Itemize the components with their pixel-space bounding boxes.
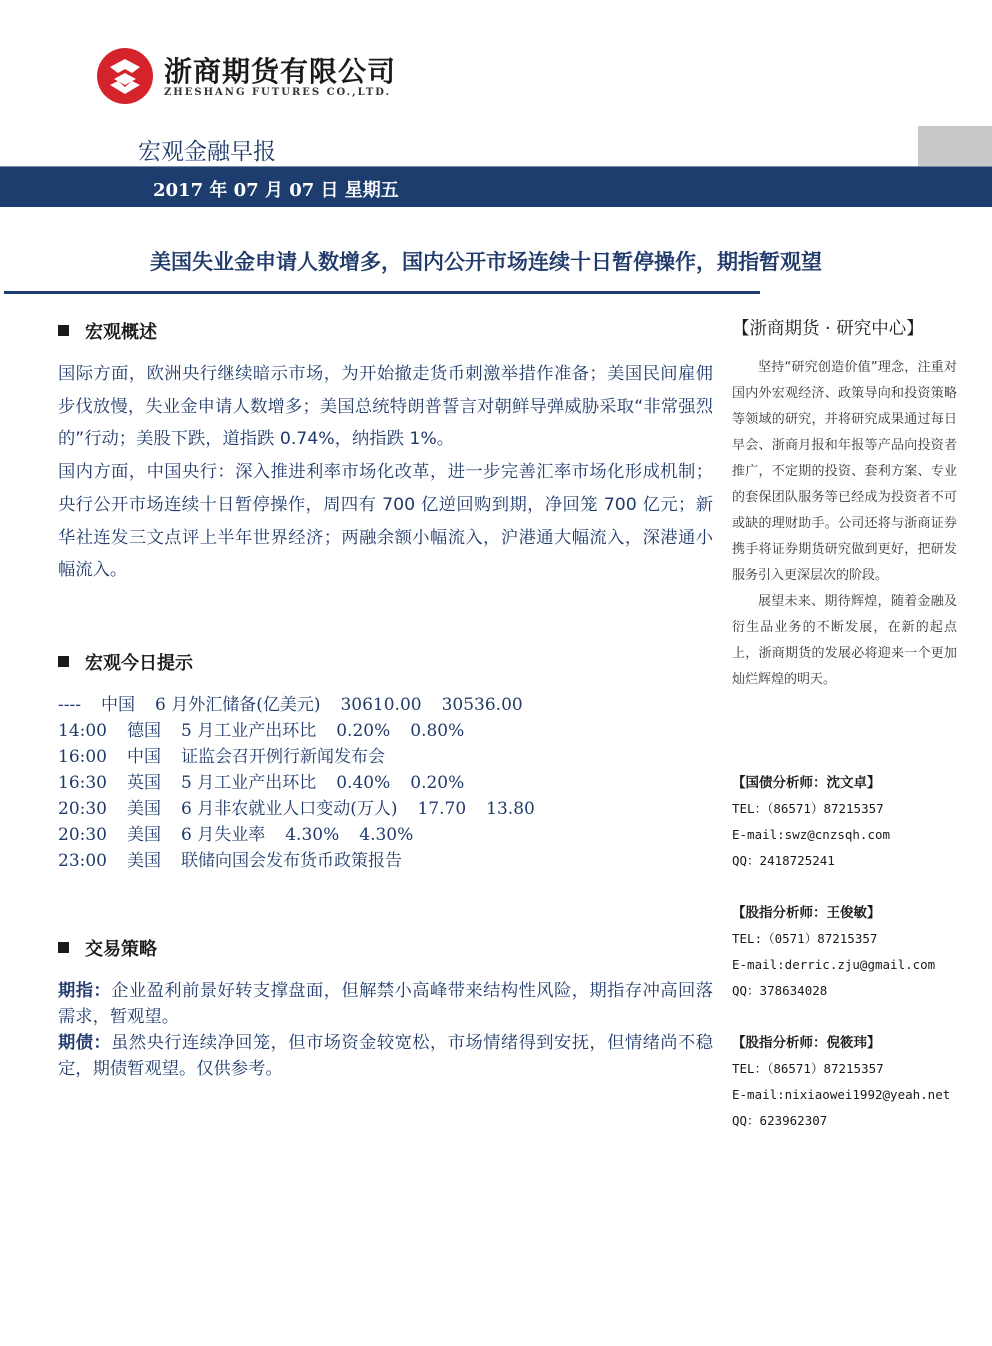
calendar-forecast: 0.20% xyxy=(410,773,465,793)
strategy-bond-label: 期债： xyxy=(58,1033,112,1053)
calendar-row xyxy=(58,796,555,822)
macro-calendar xyxy=(58,692,555,874)
calendar-prev: 4.30% xyxy=(285,825,340,845)
square-bullet-icon xyxy=(58,656,69,667)
analyst-email[interactable]: E-mail:nixiaowei1992@yeah.net xyxy=(732,1087,951,1102)
calendar-time: 20:30 xyxy=(58,825,107,845)
analyst-tel: TEL：（86571）87215357 xyxy=(732,801,884,816)
calendar-row xyxy=(58,770,555,796)
analyst-email[interactable]: E-mail:derric.zju@gmail.com xyxy=(732,957,936,972)
strategy-index: 期指：企业盈利前景好转支撑盘面，但解禁小高峰带来结构性风险，期指存冲高回落需求，暂观望。 xyxy=(58,981,713,1027)
calendar-event: 6 月外汇储备(亿美元) xyxy=(154,695,321,715)
calendar-time: 20:30 xyxy=(58,799,107,819)
analyst-name: 【股指分析师：王俊敏】 xyxy=(732,905,881,921)
calendar-event: 联储向国会发布货币政策报告 xyxy=(181,851,402,871)
date-bar xyxy=(0,166,992,207)
calendar-time: 16:00 xyxy=(58,747,107,767)
analyst-tel: TEL：（86571）87215357 xyxy=(732,1061,884,1076)
calendar-country: 美国 xyxy=(127,851,161,871)
calendar-country: 中国 xyxy=(127,747,161,767)
calendar-row xyxy=(58,692,555,718)
headline: 美国失业金申请人数增多，国内公开市场连续十日暂停操作，期指暂观望 xyxy=(150,250,822,274)
calendar-event: 证监会召开例行新闻发布会 xyxy=(181,747,385,767)
section-heading-overview: 宏观概述 xyxy=(58,318,157,344)
analyst-name: 【股指分析师：倪筱玮】 xyxy=(732,1035,881,1051)
calendar-country: 德国 xyxy=(127,721,161,741)
report-date: 2017 年 07 月 07 日 星期五 xyxy=(153,180,399,201)
calendar-forecast: 13.80 xyxy=(486,799,535,819)
research-center-title: 【浙商期货 · 研究中心】 xyxy=(732,319,924,339)
analyst-name: 【国债分析师：沈文卓】 xyxy=(732,775,881,791)
calendar-row xyxy=(58,718,555,744)
calendar-event: 5 月工业产出环比 xyxy=(181,773,317,793)
calendar-event: 5 月工业产出环比 xyxy=(181,721,317,741)
analyst-qq: QQ：623962307 xyxy=(732,1113,828,1128)
analyst-tel: TEL:（0571）87215357 xyxy=(732,931,878,946)
calendar-row xyxy=(58,822,555,848)
overview-international: 国际方面，欧洲央行继续暗示市场，为开始撤走货币刺激举措作准备；美国民间雇佣步伐放慢，失业金申请人数增多；美国总统特朗普誓言对朝鲜导弹威胁采取“非常强烈的”行动；美股下跌，道指跌 0.74%，纳指跌 1%。 xyxy=(58,364,713,450)
calendar-prev: 30610.00 xyxy=(340,695,422,715)
intro-paragraph-1: 坚持“研究创造价值”理念，注重对国内外宏观经济、政策导向和投资策略等领域的研究，并将研究成果通过每日早会、浙商月报和年报等产品向投资者推广，不定期的投资、套利方案、专业的套保团队服务等已经成为投资者不可或缺的理财助手。公司还将与浙商证券携手将证券期货研究做到更好，把研发服务引入更深层次的阶段。 xyxy=(732,360,957,583)
intro-paragraph-2: 展望未来、期待辉煌，随着金融及衍生品业务的不断发展，在新的起点上，浙商期货的发展必将迎来一个更加灿烂辉煌的明天。 xyxy=(732,594,957,687)
calendar-time: ---- xyxy=(58,695,81,715)
calendar-row xyxy=(58,744,555,770)
square-bullet-icon xyxy=(58,942,69,953)
calendar-event: 6 月非农就业人口变动(万人) xyxy=(181,799,398,819)
company-name-en: ZHESHANG FUTURES CO.,LTD. xyxy=(164,87,392,98)
calendar-prev: 0.40% xyxy=(336,773,391,793)
section-heading-calendar: 宏观今日提示 xyxy=(58,649,193,675)
calendar-event: 6 月失业率 xyxy=(181,825,266,845)
calendar-country: 美国 xyxy=(127,799,161,819)
analyst-card xyxy=(732,900,972,1004)
strategy-body xyxy=(58,978,713,1082)
square-bullet-icon xyxy=(58,325,69,336)
analyst-card xyxy=(732,1030,972,1134)
section-heading-strategy: 交易策略 xyxy=(58,935,157,961)
calendar-row xyxy=(58,848,555,874)
overview-domestic: 国内方面，中国央行：深入推进利率市场化改革，进一步完善汇率市场化形成机制；央行公开市场连续十日暂停操作，周四有 700 亿逆回购到期，净回笼 700 亿元；新华社连发三文点评上半年世界经济；两融余额小幅流入，沪港通大幅流入，深港通小幅流入。 xyxy=(58,462,713,581)
headline-divider xyxy=(4,291,760,294)
analyst-qq: QQ：378634028 xyxy=(732,983,828,998)
strategy-bond: 期债：虽然央行连续净回笼，但市场资金较宽松，市场情绪得到安抚，但情绪尚不稳定，期债暂观望。仅供参考。 xyxy=(58,1033,713,1079)
calendar-forecast: 4.30% xyxy=(359,825,414,845)
header-gray-block xyxy=(918,126,992,166)
calendar-time: 16:30 xyxy=(58,773,107,793)
analyst-card xyxy=(732,770,972,874)
analyst-qq: QQ：2418725241 xyxy=(732,853,835,868)
calendar-country: 英国 xyxy=(127,773,161,793)
calendar-forecast: 30536.00 xyxy=(441,695,523,715)
calendar-prev: 0.20% xyxy=(336,721,391,741)
report-title: 宏观金融早报 xyxy=(138,139,276,165)
calendar-forecast: 0.80% xyxy=(410,721,465,741)
calendar-country: 中国 xyxy=(100,695,135,715)
calendar-country: 美国 xyxy=(127,825,161,845)
overview-body xyxy=(58,358,713,587)
company-name-cn: 浙商期货有限公司 xyxy=(164,55,397,88)
research-center-intro xyxy=(732,355,957,693)
strategy-index-label: 期指： xyxy=(58,981,112,1001)
analyst-email[interactable]: E-mail:swz@cnzsqh.com xyxy=(732,827,891,842)
zheshang-futures-logo-icon xyxy=(96,47,154,105)
calendar-prev: 17.70 xyxy=(417,799,467,819)
calendar-time: 23:00 xyxy=(58,851,107,871)
calendar-time: 14:00 xyxy=(58,721,107,741)
